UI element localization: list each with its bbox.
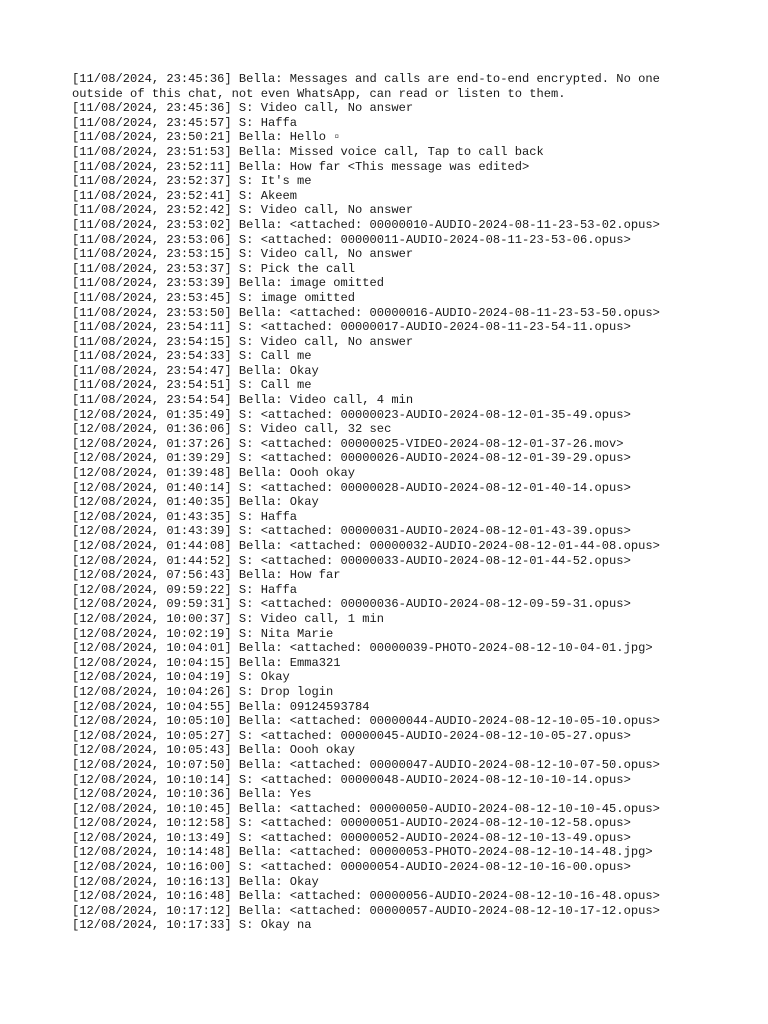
log-line: [12/08/2024, 10:05:43] Bella: Oooh okay (72, 743, 356, 758)
log-line: [12/08/2024, 01:44:08] Bella: <attached: 00000032-AUDIO-2024-08-12-01-44-08.opus> (72, 539, 660, 553)
log-line: [11/08/2024, 23:54:15] S: Video call, No answer (72, 334, 414, 349)
log-line: [12/08/2024, 01:40:35] Bella: Okay (72, 495, 319, 510)
log-line: [11/08/2024, 23:53:02] Bella: <attached: 00000010-AUDIO-2024-08-11-23-53-02.opus> (72, 217, 660, 232)
log-line: [12/08/2024, 10:04:55] Bella: 09124593784 (72, 699, 370, 714)
log-line: [12/08/2024, 10:12:58] S: <attached: 00000051-AUDIO-2024-08-12-10-12-58.opus> (72, 816, 631, 831)
log-line: [12/08/2024, 01:37:26] S: <attached: 00000025-VIDEO-2024-08-12-01-37-26.mov> (72, 436, 624, 451)
log-line: [12/08/2024, 09:59:22] S: Haffa (72, 582, 297, 597)
log-line: [12/08/2024, 10:16:48] Bella: <attached: 00000056-AUDIO-2024-08-12-10-16-48.opus> (72, 889, 660, 904)
log-line: [12/08/2024, 10:04:15] Bella: Emma321 (72, 655, 341, 670)
log-line: [11/08/2024, 23:52:37] S: It's me (72, 174, 312, 189)
log-line: [12/08/2024, 01:39:29] S: <attached: 00000026-AUDIO-2024-08-12-01-39-29.opus> (72, 451, 631, 466)
log-line: [12/08/2024, 10:14:48] Bella: <attached: 00000053-PHOTO-2024-08-12-10-14-48.jpg> (72, 845, 653, 860)
log-line: [12/08/2024, 10:04:26] S: Drop login (72, 684, 334, 699)
log-line: [11/08/2024, 23:54:33] S: Call me (72, 349, 312, 364)
log-line: [11/08/2024, 23:52:41] S: Akeem (72, 188, 297, 203)
log-line: [12/08/2024, 10:10:45] Bella: <attached: 00000050-AUDIO-2024-08-12-10-10-45.opus> (72, 801, 660, 816)
log-line: [12/08/2024, 10:10:14] S: <attached: 00000048-AUDIO-2024-08-12-10-10-14.opus> (72, 772, 631, 787)
log-line: [12/08/2024, 01:36:06] S: Video call, 32 sec (72, 422, 392, 437)
log-line: [11/08/2024, 23:45:57] S: Haffa (72, 115, 297, 130)
log-line: [11/08/2024, 23:53:45] S: image omitted (72, 290, 356, 305)
log-line: [12/08/2024, 01:43:35] S: Haffa (72, 509, 297, 524)
log-line: [12/08/2024, 01:44:52] S: <attached: 00000033-AUDIO-2024-08-12-01-44-52.opus> (72, 553, 631, 568)
log-line: [12/08/2024, 01:43:39] S: <attached: 00000031-AUDIO-2024-08-12-01-43-39.opus> (72, 524, 631, 539)
log-line: [11/08/2024, 23:45:36] Bella: Messages and calls are end-to-end encrypted. No one (72, 72, 660, 86)
log-line: [12/08/2024, 10:17:33] S: Okay na (72, 918, 312, 933)
log-line: [12/08/2024, 10:16:00] S: <attached: 00000054-AUDIO-2024-08-12-10-16-00.opus> (72, 860, 631, 875)
log-line: [11/08/2024, 23:51:53] Bella: Missed voice call, Tap to call back (72, 144, 544, 159)
log-line: [12/08/2024, 09:59:31] S: <attached: 00000036-AUDIO-2024-08-12-09-59-31.opus> (72, 597, 631, 612)
log-line: [12/08/2024, 10:04:01] Bella: <attached: 00000039-PHOTO-2024-08-12-10-04-01.jpg> (72, 641, 653, 656)
log-line: [12/08/2024, 10:13:49] S: <attached: 00000052-AUDIO-2024-08-12-10-13-49.opus> (72, 830, 631, 845)
log-line: [12/08/2024, 01:40:14] S: <attached: 00000028-AUDIO-2024-08-12-01-40-14.opus> (72, 480, 631, 495)
log-line: [11/08/2024, 23:52:11] Bella: How far <This message was edited> (72, 159, 530, 174)
log-line: [11/08/2024, 23:52:42] S: Video call, No answer (72, 203, 414, 218)
log-line: [12/08/2024, 10:17:12] Bella: <attached: 00000057-AUDIO-2024-08-12-10-17-12.opus> (72, 903, 660, 918)
log-line: [11/08/2024, 23:54:47] Bella: Okay (72, 363, 319, 378)
log-line: [12/08/2024, 10:07:50] Bella: <attached: 00000047-AUDIO-2024-08-12-10-07-50.opus> (72, 757, 660, 772)
log-line: [12/08/2024, 01:39:48] Bella: Oooh okay (72, 466, 356, 481)
log-line: [12/08/2024, 10:04:19] S: Okay (72, 670, 290, 685)
log-line: [12/08/2024, 07:56:43] Bella: How far (72, 568, 341, 583)
log-line: [11/08/2024, 23:53:50] Bella: <attached: 00000016-AUDIO-2024-08-11-23-53-50.opus> (72, 305, 660, 320)
log-line: outside of this chat, not even WhatsApp, can read or listen to them. (72, 86, 566, 101)
log-line: [11/08/2024, 23:54:51] S: Call me (72, 378, 312, 393)
log-line: [11/08/2024, 23:53:39] Bella: image omitted (72, 276, 385, 291)
log-line: [12/08/2024, 10:10:36] Bella: Yes (72, 787, 312, 802)
log-line: [12/08/2024, 01:35:49] S: <attached: 00000023-AUDIO-2024-08-12-01-35-49.opus> (72, 407, 631, 422)
log-line: [12/08/2024, 10:00:37] S: Video call, 1 min (72, 611, 385, 626)
log-line: [12/08/2024, 10:16:13] Bella: Okay (72, 874, 319, 889)
log-line: [12/08/2024, 10:05:27] S: <attached: 00000045-AUDIO-2024-08-12-10-05-27.opus> (72, 728, 631, 743)
log-line: [11/08/2024, 23:53:37] S: Pick the call (72, 261, 356, 276)
log-line: [11/08/2024, 23:53:15] S: Video call, No answer (72, 247, 414, 262)
log-line: [11/08/2024, 23:54:54] Bella: Video call, 4 min (72, 393, 414, 408)
log-line: [11/08/2024, 23:53:06] S: <attached: 00000011-AUDIO-2024-08-11-23-53-06.opus> (72, 232, 631, 247)
chat-log-document (72, 72, 712, 933)
log-line: [12/08/2024, 10:05:10] Bella: <attached: 00000044-AUDIO-2024-08-12-10-05-10.opus> (72, 714, 660, 729)
log-line: [11/08/2024, 23:54:11] S: <attached: 00000017-AUDIO-2024-08-11-23-54-11.opus> (72, 320, 631, 335)
log-line: [12/08/2024, 10:02:19] S: Nita Marie (72, 626, 334, 641)
log-line: [11/08/2024, 23:45:36] S: Video call, No answer (72, 101, 414, 116)
log-line: [11/08/2024, 23:50:21] Bella: Hello ▫ (72, 130, 341, 145)
